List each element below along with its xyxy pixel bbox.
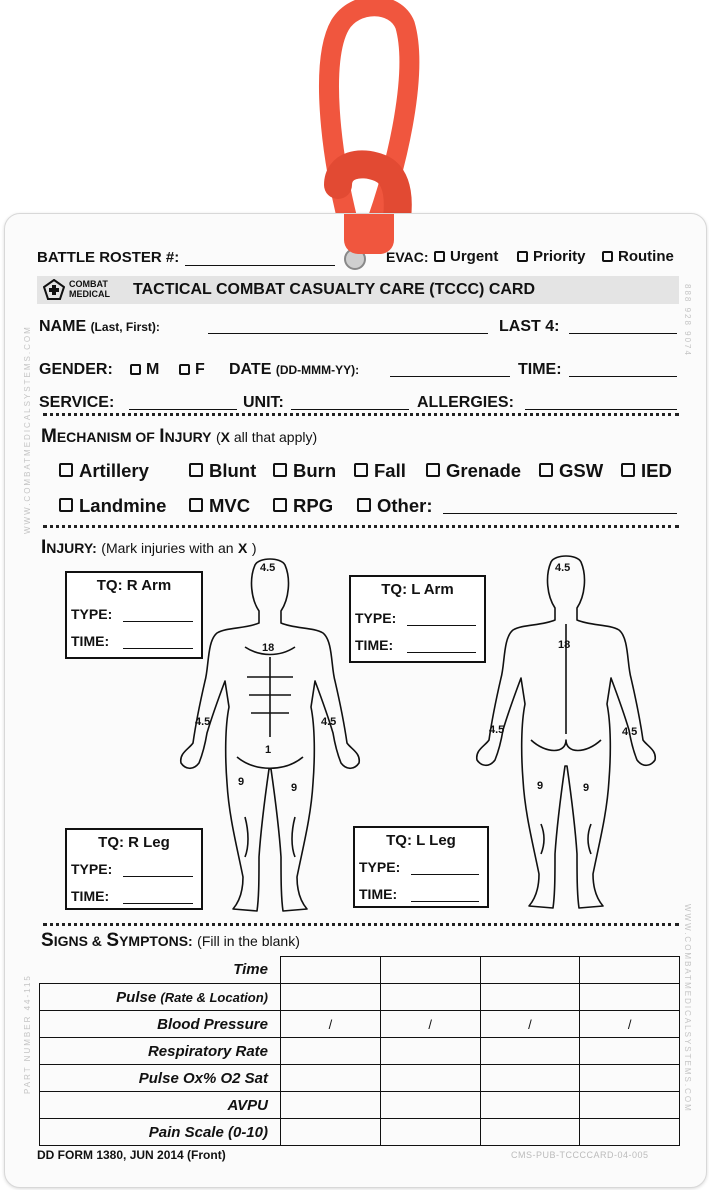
front-chest-number: 18 bbox=[262, 642, 275, 654]
moi-blunt[interactable]: Blunt bbox=[189, 460, 256, 482]
table-cell[interactable] bbox=[380, 1065, 480, 1092]
side-website-right: WWW.COMBATMEDICALSYSTEMS.COM bbox=[683, 904, 692, 1113]
checkbox-icon bbox=[59, 463, 73, 477]
evac-label: EVAC: bbox=[386, 249, 429, 265]
row-label-time: Time bbox=[40, 957, 281, 984]
moi-ied[interactable]: IED bbox=[621, 460, 672, 482]
table-cell[interactable] bbox=[380, 984, 480, 1011]
table-cell[interactable]: / bbox=[380, 1011, 480, 1038]
table-cell[interactable]: / bbox=[580, 1011, 680, 1038]
form-number: DD FORM 1380, JUN 2014 (Front) bbox=[37, 1148, 226, 1162]
table-cell[interactable] bbox=[380, 1119, 480, 1146]
tq-r-arm-box[interactable]: TQ: R Arm TYPE: TIME: bbox=[65, 571, 203, 659]
moi-gsw[interactable]: GSW bbox=[539, 460, 603, 482]
unit-field[interactable] bbox=[291, 409, 409, 410]
table-cell[interactable] bbox=[480, 1119, 580, 1146]
gender-m[interactable]: M bbox=[130, 361, 159, 379]
checkbox-icon bbox=[189, 498, 203, 512]
back-leg-l-number: 9 bbox=[537, 780, 544, 792]
checkbox-icon bbox=[602, 251, 613, 262]
table-cell[interactable] bbox=[480, 957, 580, 984]
allergies-label: ALLERGIES: bbox=[417, 394, 514, 411]
back-arm-r-number: 4.5 bbox=[622, 726, 638, 738]
moi-grenade[interactable]: Grenade bbox=[426, 460, 521, 482]
date-field[interactable] bbox=[390, 376, 510, 377]
battle-roster-label: BATTLE ROSTER #: bbox=[37, 249, 180, 266]
side-phone: 888 928 9074 bbox=[683, 284, 692, 357]
strap-end bbox=[344, 214, 394, 254]
injury-heading: INJURY: (Mark injuries with an X ) bbox=[41, 537, 257, 558]
allergies-field[interactable] bbox=[525, 409, 677, 410]
checkbox-icon bbox=[426, 463, 440, 477]
tq-r-leg-box[interactable]: TQ: R Leg TYPE: TIME: bbox=[65, 828, 203, 910]
table-cell[interactable] bbox=[281, 1092, 381, 1119]
front-leg-l-number: 9 bbox=[291, 782, 298, 794]
checkbox-icon bbox=[273, 463, 287, 477]
last4-field[interactable] bbox=[569, 333, 677, 334]
table-row bbox=[40, 957, 680, 984]
checkbox-icon bbox=[517, 251, 528, 262]
moi-other-field[interactable] bbox=[443, 513, 677, 514]
table-row bbox=[40, 1038, 680, 1065]
moi-other[interactable]: Other: bbox=[357, 495, 433, 517]
table-cell[interactable] bbox=[580, 1038, 680, 1065]
checkbox-icon bbox=[434, 251, 445, 262]
table-cell[interactable] bbox=[480, 1092, 580, 1119]
row-label-pulse: Pulse (Rate & Location) bbox=[40, 984, 281, 1011]
moi-landmine[interactable]: Landmine bbox=[59, 495, 166, 517]
table-cell[interactable] bbox=[281, 984, 381, 1011]
checkbox-icon bbox=[59, 498, 73, 512]
checkbox-icon bbox=[273, 498, 287, 512]
logo-text: COMBAT MEDICAL bbox=[69, 279, 110, 299]
gender-label: GENDER: bbox=[39, 361, 113, 378]
table-cell[interactable] bbox=[281, 1065, 381, 1092]
checkbox-icon bbox=[130, 364, 141, 375]
table-row bbox=[40, 1119, 680, 1146]
row-label-pain-scale: Pain Scale (0-10) bbox=[40, 1119, 281, 1146]
time-label: TIME: bbox=[518, 361, 562, 378]
name-label: NAME (Last, First): bbox=[39, 318, 160, 335]
battle-roster-field[interactable] bbox=[185, 265, 335, 266]
time-field[interactable] bbox=[569, 376, 677, 377]
table-cell[interactable] bbox=[380, 957, 480, 984]
table-cell[interactable] bbox=[281, 1119, 381, 1146]
back-upper-number: 18 bbox=[558, 639, 571, 651]
moi-artillery[interactable]: Artillery bbox=[59, 460, 149, 482]
signs-table bbox=[39, 956, 680, 1146]
table-cell[interactable] bbox=[580, 1092, 680, 1119]
last4-label: LAST 4: bbox=[499, 318, 560, 335]
evac-routine[interactable]: Routine bbox=[602, 248, 674, 265]
date-label: DATE (DD-MMM-YY): bbox=[229, 361, 360, 378]
service-field[interactable] bbox=[129, 409, 237, 410]
checkbox-icon bbox=[357, 498, 371, 512]
moi-burn[interactable]: Burn bbox=[273, 460, 336, 482]
table-cell[interactable] bbox=[580, 957, 680, 984]
checkbox-icon bbox=[354, 463, 368, 477]
tq-l-arm-box[interactable]: TQ: L Arm TYPE: TIME: bbox=[349, 575, 486, 663]
checkbox-icon bbox=[621, 463, 635, 477]
checkbox-icon bbox=[189, 463, 203, 477]
table-row bbox=[40, 1065, 680, 1092]
table-cell[interactable] bbox=[281, 957, 381, 984]
side-part-number: PART NUMBER 44-115 bbox=[23, 974, 32, 1094]
divider bbox=[43, 525, 679, 528]
back-arm-l-number: 4.5 bbox=[489, 724, 505, 736]
divider bbox=[43, 923, 679, 926]
table-row bbox=[40, 1011, 680, 1038]
table-cell[interactable] bbox=[580, 984, 680, 1011]
divider bbox=[43, 413, 679, 416]
gender-f[interactable]: F bbox=[179, 361, 205, 379]
publication-code: CMS-PUB-TCCCCARD-04-005 bbox=[511, 1150, 649, 1160]
moi-heading: MECHANISM OF INJURY (X all that apply) bbox=[41, 426, 318, 447]
table-cell[interactable] bbox=[580, 1065, 680, 1092]
unit-label: UNIT: bbox=[243, 394, 284, 411]
front-arm-r-number: 4.5 bbox=[195, 716, 211, 728]
moi-fall[interactable]: Fall bbox=[354, 460, 406, 482]
moi-rpg[interactable]: RPG bbox=[273, 495, 333, 517]
back-leg-r-number: 9 bbox=[583, 782, 590, 794]
row-label-avpu: AVPU bbox=[40, 1092, 281, 1119]
checkbox-icon bbox=[539, 463, 553, 477]
table-cell[interactable] bbox=[580, 1119, 680, 1146]
table-cell[interactable]: / bbox=[480, 1011, 580, 1038]
table-cell[interactable] bbox=[281, 1038, 381, 1065]
table-cell[interactable] bbox=[380, 1092, 480, 1119]
row-label-blood-pressure: Blood Pressure bbox=[40, 1011, 281, 1038]
front-groin-number: 1 bbox=[265, 744, 272, 756]
back-head-number: 4.5 bbox=[555, 562, 571, 574]
signs-heading: SIGNS & SYMPTONS: (Fill in the blank) bbox=[41, 930, 300, 951]
name-field[interactable] bbox=[208, 333, 488, 334]
evac-urgent[interactable]: Urgent bbox=[434, 248, 498, 265]
checkbox-icon bbox=[179, 364, 190, 375]
row-label-respiratory-rate: Respiratory Rate bbox=[40, 1038, 281, 1065]
tccc-card bbox=[4, 213, 707, 1188]
front-head-number: 4.5 bbox=[260, 562, 276, 574]
row-label-pulse-ox: Pulse Ox% O2 Sat bbox=[40, 1065, 281, 1092]
evac-priority[interactable]: Priority bbox=[517, 248, 586, 265]
table-cell[interactable]: / bbox=[281, 1011, 381, 1038]
side-website-left: WWW.COMBATMEDICALSYSTEMS.COM bbox=[23, 325, 32, 534]
table-cell[interactable] bbox=[480, 1038, 580, 1065]
table-cell[interactable] bbox=[480, 1065, 580, 1092]
front-arm-l-number: 4.5 bbox=[321, 716, 337, 728]
front-body-diagram bbox=[175, 557, 365, 917]
table-cell[interactable] bbox=[380, 1038, 480, 1065]
card-title: TACTICAL COMBAT CASUALTY CARE (TCCC) CARD bbox=[133, 281, 536, 298]
table-cell[interactable] bbox=[480, 984, 580, 1011]
combat-medical-logo-icon bbox=[43, 279, 65, 301]
front-leg-r-number: 9 bbox=[238, 776, 245, 788]
table-row bbox=[40, 1092, 680, 1119]
table-row bbox=[40, 984, 680, 1011]
service-label: SERVICE: bbox=[39, 394, 115, 411]
tq-l-leg-box[interactable]: TQ: L Leg TYPE: TIME: bbox=[353, 826, 489, 908]
moi-mvc[interactable]: MVC bbox=[189, 495, 250, 517]
